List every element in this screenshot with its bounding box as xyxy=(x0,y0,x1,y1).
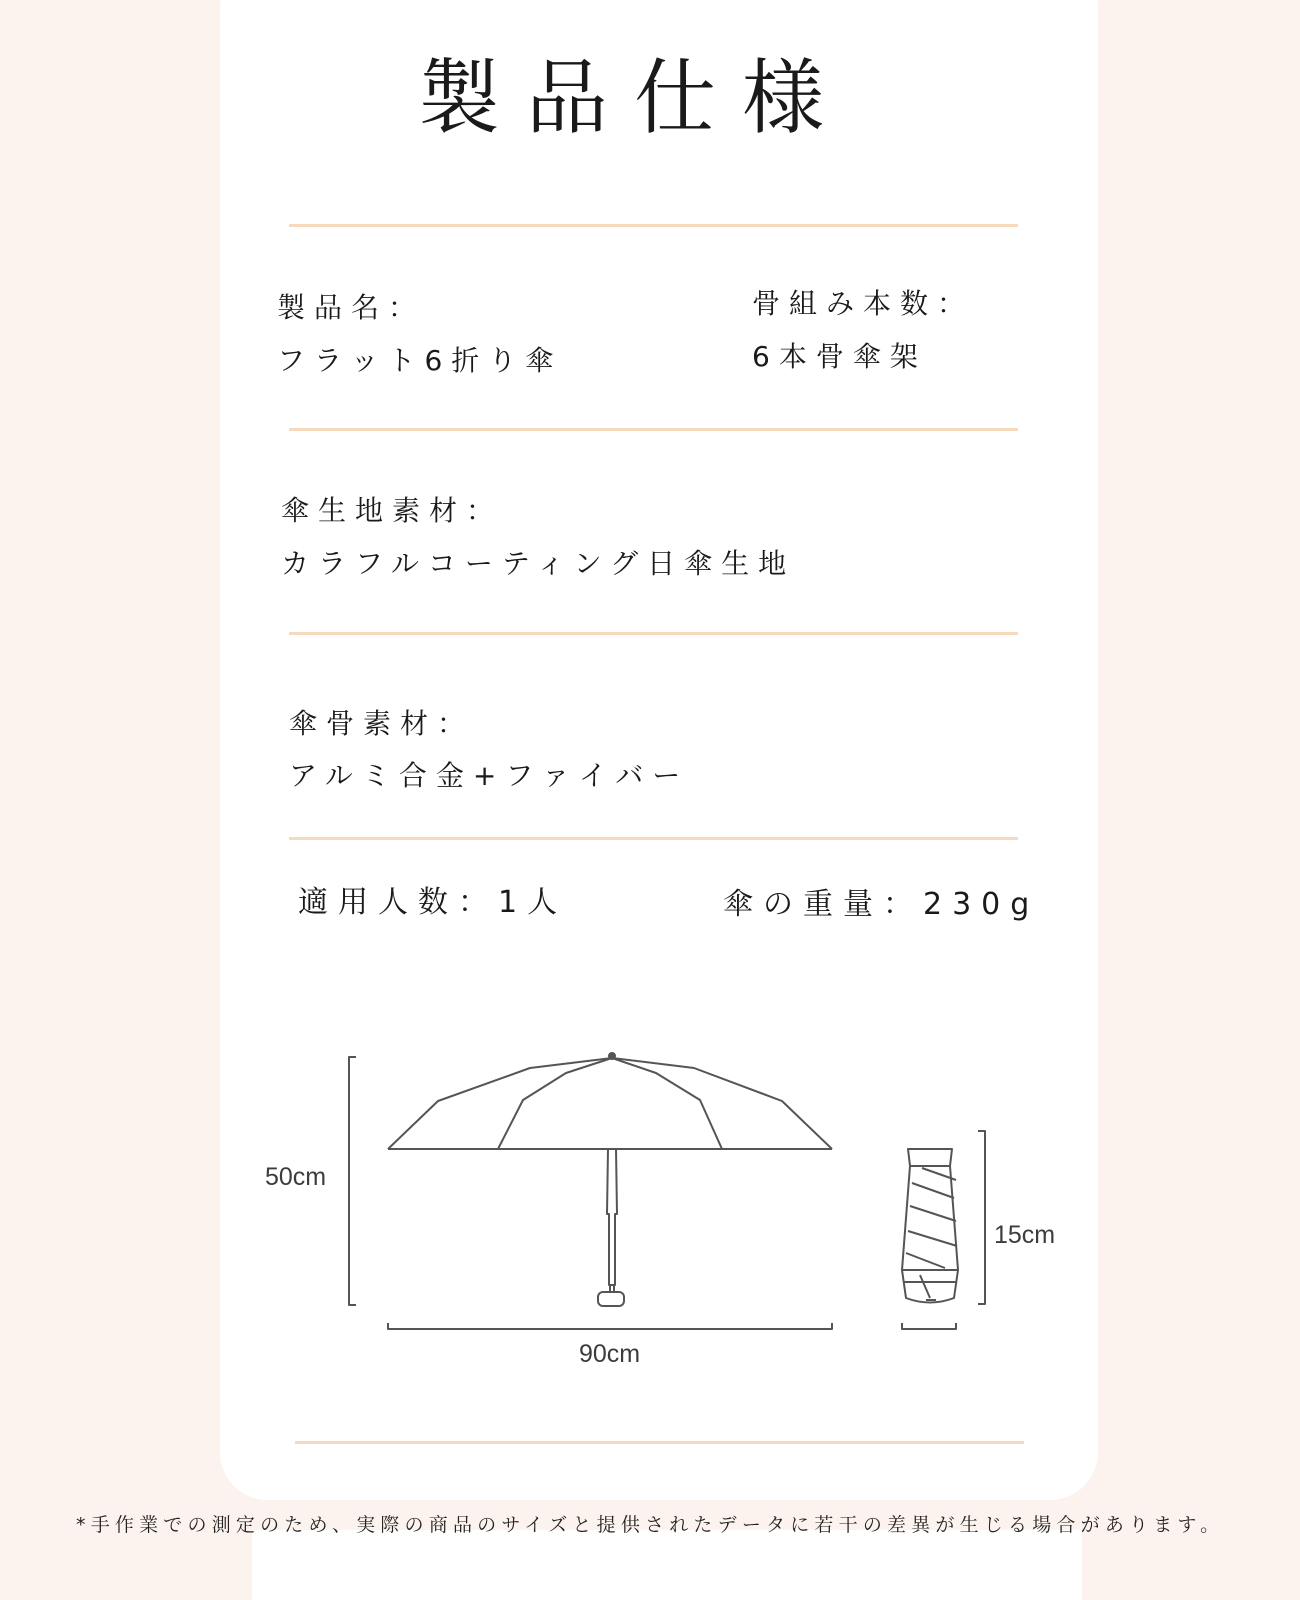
open-width-label: 90cm xyxy=(579,1340,641,1368)
rib-count-label: 骨組み本数： xyxy=(752,287,975,320)
folded-umbrella-icon xyxy=(902,1149,958,1303)
open-height-label: 50cm xyxy=(265,1163,327,1191)
product-name-value: フラット6折り傘 xyxy=(277,344,563,377)
umbrella-shaft-icon xyxy=(607,1149,617,1285)
divider xyxy=(295,1441,1024,1444)
folded-height-bracket xyxy=(978,1131,985,1304)
weight-text: 傘の重量：230g xyxy=(723,887,1040,922)
product-name-label: 製品名： xyxy=(277,291,426,324)
canopy-material-value: カラフルコーティング日傘生地 xyxy=(281,547,796,580)
width-bracket xyxy=(388,1323,832,1329)
rib-count-value: 6本骨傘架 xyxy=(752,340,927,373)
folded-width-bracket xyxy=(902,1323,956,1329)
measurement-note: *手作業での測定のため、実際の商品のサイズと提供されたデータに若干の差異が生じる場合があります。 xyxy=(76,1514,1225,1536)
height-bracket xyxy=(349,1057,356,1305)
canopy-material-label: 傘生地素材： xyxy=(281,494,504,527)
page-title: 製品仕様 xyxy=(418,51,851,146)
umbrella-handle-icon xyxy=(598,1292,624,1306)
frame-material-label: 傘骨素材： xyxy=(289,707,475,740)
frame-material-value: アルミ合金+ファイバー xyxy=(289,759,690,792)
capacity-text: 適用人数：1人 xyxy=(298,885,568,920)
umbrella-canopy-icon xyxy=(388,1058,832,1149)
folded-length-label: 15cm xyxy=(994,1221,1056,1249)
